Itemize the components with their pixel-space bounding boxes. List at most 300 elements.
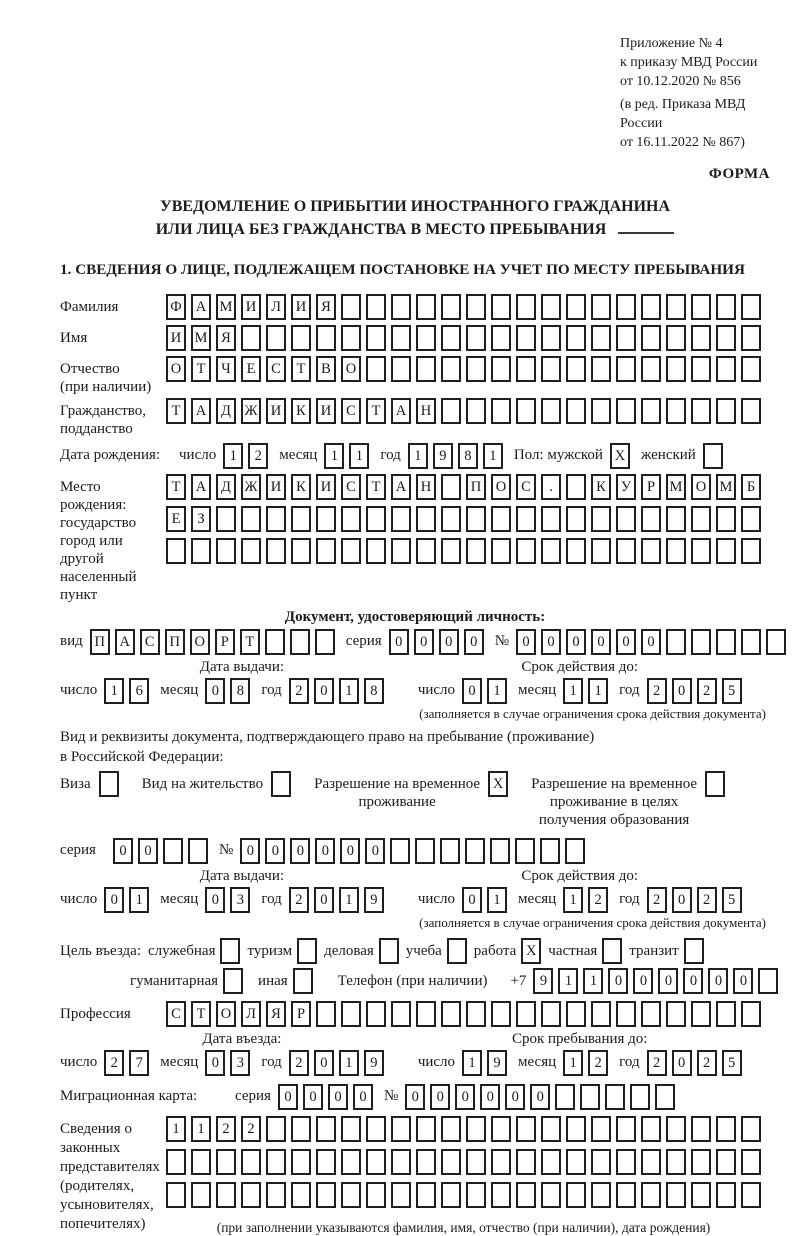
birthplace-input-row1[interactable] xyxy=(166,474,761,500)
cell[interactable]: С xyxy=(516,474,536,500)
purpose-tourism-checkbox[interactable] xyxy=(297,938,317,964)
cell[interactable] xyxy=(555,1084,575,1110)
cell[interactable]: 0 xyxy=(480,1084,500,1110)
cell[interactable] xyxy=(716,294,736,320)
cell[interactable]: Т xyxy=(166,398,186,424)
cell[interactable]: 0 xyxy=(328,1084,348,1110)
cell[interactable]: 0 xyxy=(733,968,753,994)
cell[interactable] xyxy=(416,294,436,320)
cell[interactable] xyxy=(566,294,586,320)
cell[interactable] xyxy=(541,356,561,382)
entry-year-input[interactable] xyxy=(289,1050,384,1076)
cell[interactable] xyxy=(641,538,661,564)
cell[interactable] xyxy=(515,838,535,864)
cell[interactable] xyxy=(741,1149,761,1175)
cell[interactable]: А xyxy=(191,398,211,424)
cell[interactable] xyxy=(166,1149,186,1175)
stay-year-input[interactable] xyxy=(647,1050,742,1076)
cell[interactable] xyxy=(491,1149,511,1175)
cell[interactable]: И xyxy=(291,294,311,320)
cell[interactable] xyxy=(655,1084,675,1110)
migration-number-input[interactable] xyxy=(405,1084,675,1110)
cell[interactable] xyxy=(341,294,361,320)
cell[interactable]: Д xyxy=(216,398,236,424)
cell[interactable]: П xyxy=(90,629,110,655)
cell[interactable]: 1 xyxy=(487,887,507,913)
cell[interactable]: 0 xyxy=(365,838,385,864)
cell[interactable] xyxy=(591,506,611,532)
cell[interactable] xyxy=(241,1149,261,1175)
cell[interactable]: 1 xyxy=(191,1116,211,1142)
cell[interactable]: М xyxy=(666,474,686,500)
cell[interactable] xyxy=(616,506,636,532)
cell[interactable] xyxy=(666,356,686,382)
cell[interactable] xyxy=(566,1001,586,1027)
cell[interactable] xyxy=(591,398,611,424)
cell[interactable]: 1 xyxy=(563,1050,583,1076)
cell[interactable] xyxy=(391,1116,411,1142)
cell[interactable] xyxy=(491,325,511,351)
cell[interactable] xyxy=(341,1182,361,1208)
cell[interactable] xyxy=(391,325,411,351)
cell[interactable] xyxy=(315,629,335,655)
cell[interactable]: О xyxy=(491,474,511,500)
temp-permit-checkbox[interactable]: X xyxy=(488,771,508,797)
cell[interactable]: 0 xyxy=(290,838,310,864)
cell[interactable]: Ж xyxy=(241,474,261,500)
cell[interactable]: Я xyxy=(316,294,336,320)
cell[interactable]: 1 xyxy=(104,678,124,704)
cell[interactable]: 0 xyxy=(658,968,678,994)
cell[interactable]: И xyxy=(316,474,336,500)
cell[interactable] xyxy=(666,325,686,351)
cell[interactable]: Е xyxy=(166,506,186,532)
representatives-input-row1[interactable] xyxy=(166,1116,761,1142)
entry-day-input[interactable] xyxy=(104,1050,149,1076)
cell[interactable] xyxy=(716,356,736,382)
cell[interactable] xyxy=(641,1182,661,1208)
cell[interactable] xyxy=(266,538,286,564)
cell[interactable] xyxy=(666,506,686,532)
cell[interactable] xyxy=(291,1116,311,1142)
cell[interactable] xyxy=(366,506,386,532)
cell[interactable] xyxy=(566,474,586,500)
cell[interactable]: 9 xyxy=(433,443,453,469)
cell[interactable]: З xyxy=(191,506,211,532)
cell[interactable] xyxy=(691,294,711,320)
cell[interactable]: 2 xyxy=(647,887,667,913)
cell[interactable] xyxy=(616,398,636,424)
cell[interactable] xyxy=(188,838,208,864)
cell[interactable] xyxy=(716,1182,736,1208)
cell[interactable]: И xyxy=(266,474,286,500)
purpose-transit-checkbox[interactable] xyxy=(684,938,704,964)
citizenship-input[interactable] xyxy=(166,398,761,424)
cell[interactable] xyxy=(191,538,211,564)
cell[interactable]: С xyxy=(341,398,361,424)
cell[interactable] xyxy=(466,1149,486,1175)
cell[interactable] xyxy=(466,325,486,351)
cell[interactable] xyxy=(516,398,536,424)
cell[interactable] xyxy=(666,398,686,424)
cell[interactable]: 2 xyxy=(289,1050,309,1076)
cell[interactable] xyxy=(416,1182,436,1208)
permit-issue-month-input[interactable] xyxy=(205,887,250,913)
cell[interactable]: 0 xyxy=(138,838,158,864)
purpose-humanitarian-checkbox[interactable] xyxy=(223,968,243,994)
cell[interactable]: 2 xyxy=(104,1050,124,1076)
cell[interactable]: Я xyxy=(216,325,236,351)
purpose-official-checkbox[interactable] xyxy=(220,938,240,964)
cell[interactable]: У xyxy=(616,474,636,500)
cell[interactable] xyxy=(440,838,460,864)
cell[interactable] xyxy=(716,1001,736,1027)
cell[interactable] xyxy=(540,838,560,864)
cell[interactable]: 1 xyxy=(339,887,359,913)
cell[interactable] xyxy=(641,356,661,382)
cell[interactable] xyxy=(316,1149,336,1175)
cell[interactable] xyxy=(541,506,561,532)
cell[interactable]: М xyxy=(191,325,211,351)
cell[interactable] xyxy=(616,1116,636,1142)
cell[interactable] xyxy=(416,325,436,351)
cell[interactable] xyxy=(191,1149,211,1175)
cell[interactable] xyxy=(316,1182,336,1208)
cell[interactable] xyxy=(591,294,611,320)
surname-input[interactable] xyxy=(166,294,761,320)
cell[interactable]: Н xyxy=(416,398,436,424)
cell[interactable] xyxy=(741,1116,761,1142)
permit-expiry-year-input[interactable] xyxy=(647,887,742,913)
cell[interactable] xyxy=(716,506,736,532)
cell[interactable] xyxy=(316,1116,336,1142)
cell[interactable]: А xyxy=(191,294,211,320)
cell[interactable]: 3 xyxy=(230,887,250,913)
cell[interactable]: 0 xyxy=(430,1084,450,1110)
cell[interactable] xyxy=(541,538,561,564)
cell[interactable]: П xyxy=(165,629,185,655)
cell[interactable]: 2 xyxy=(647,1050,667,1076)
profession-input[interactable] xyxy=(166,1001,761,1027)
cell[interactable] xyxy=(580,1084,600,1110)
purpose-work-checkbox[interactable]: X xyxy=(521,938,541,964)
purpose-other-checkbox[interactable] xyxy=(293,968,313,994)
cell[interactable] xyxy=(741,1182,761,1208)
cell[interactable] xyxy=(466,538,486,564)
permit-expiry-day-input[interactable] xyxy=(462,887,507,913)
cell[interactable]: 1 xyxy=(129,887,149,913)
cell[interactable] xyxy=(491,294,511,320)
cell[interactable]: Т xyxy=(191,356,211,382)
cell[interactable] xyxy=(641,294,661,320)
residence-permit-checkbox[interactable] xyxy=(271,771,291,797)
cell[interactable]: 1 xyxy=(324,443,344,469)
cell[interactable] xyxy=(216,538,236,564)
patronymic-input[interactable] xyxy=(166,356,761,382)
cell[interactable]: 0 xyxy=(205,1050,225,1076)
cell[interactable] xyxy=(490,838,510,864)
cell[interactable] xyxy=(366,1001,386,1027)
cell[interactable] xyxy=(691,356,711,382)
cell[interactable] xyxy=(616,538,636,564)
cell[interactable]: 0 xyxy=(530,1084,550,1110)
visa-checkbox[interactable] xyxy=(99,771,119,797)
cell[interactable] xyxy=(416,356,436,382)
cell[interactable] xyxy=(666,1116,686,1142)
cell[interactable]: Р xyxy=(641,474,661,500)
cell[interactable] xyxy=(641,506,661,532)
cell[interactable] xyxy=(541,398,561,424)
cell[interactable] xyxy=(291,1182,311,1208)
cell[interactable] xyxy=(216,1182,236,1208)
birthplace-input-row2[interactable] xyxy=(166,506,761,532)
cell[interactable]: 3 xyxy=(230,1050,250,1076)
cell[interactable] xyxy=(516,1116,536,1142)
cell[interactable]: П xyxy=(466,474,486,500)
cell[interactable] xyxy=(241,538,261,564)
cell[interactable] xyxy=(415,838,435,864)
purpose-private-checkbox[interactable] xyxy=(602,938,622,964)
cell[interactable] xyxy=(541,325,561,351)
cell[interactable] xyxy=(466,294,486,320)
cell[interactable] xyxy=(641,325,661,351)
cell[interactable] xyxy=(265,629,285,655)
cell[interactable] xyxy=(566,398,586,424)
cell[interactable] xyxy=(341,506,361,532)
cell[interactable] xyxy=(465,838,485,864)
cell[interactable]: 0 xyxy=(303,1084,323,1110)
cell[interactable] xyxy=(566,506,586,532)
cell[interactable] xyxy=(491,538,511,564)
cell[interactable]: 5 xyxy=(722,887,742,913)
cell[interactable] xyxy=(163,838,183,864)
phone-input[interactable] xyxy=(533,968,778,994)
cell[interactable]: 0 xyxy=(708,968,728,994)
cell[interactable] xyxy=(291,325,311,351)
cell[interactable]: 0 xyxy=(240,838,260,864)
cell[interactable] xyxy=(441,538,461,564)
cell[interactable] xyxy=(416,1116,436,1142)
expiry-year-input[interactable] xyxy=(647,678,742,704)
cell[interactable]: 0 xyxy=(541,629,561,655)
cell[interactable] xyxy=(266,506,286,532)
cell[interactable] xyxy=(441,1001,461,1027)
cell[interactable] xyxy=(541,1116,561,1142)
cell[interactable]: С xyxy=(266,356,286,382)
cell[interactable]: 8 xyxy=(230,678,250,704)
cell[interactable] xyxy=(691,398,711,424)
cell[interactable]: О xyxy=(341,356,361,382)
cell[interactable]: 0 xyxy=(278,1084,298,1110)
cell[interactable] xyxy=(166,1182,186,1208)
cell[interactable]: 9 xyxy=(364,1050,384,1076)
cell[interactable]: 0 xyxy=(462,887,482,913)
cell[interactable] xyxy=(441,294,461,320)
cell[interactable]: 1 xyxy=(339,1050,359,1076)
cell[interactable]: 5 xyxy=(722,1050,742,1076)
cell[interactable]: Е xyxy=(241,356,261,382)
cell[interactable]: 9 xyxy=(364,887,384,913)
cell[interactable] xyxy=(516,294,536,320)
birth-month-input[interactable] xyxy=(324,443,369,469)
cell[interactable] xyxy=(741,1001,761,1027)
cell[interactable]: 0 xyxy=(405,1084,425,1110)
cell[interactable] xyxy=(441,356,461,382)
cell[interactable] xyxy=(391,294,411,320)
cell[interactable]: 2 xyxy=(248,443,268,469)
cell[interactable]: 1 xyxy=(487,678,507,704)
birth-year-input[interactable] xyxy=(408,443,503,469)
cell[interactable] xyxy=(291,538,311,564)
cell[interactable] xyxy=(591,538,611,564)
cell[interactable]: 2 xyxy=(697,678,717,704)
cell[interactable] xyxy=(691,538,711,564)
cell[interactable] xyxy=(191,1182,211,1208)
cell[interactable]: 1 xyxy=(483,443,503,469)
cell[interactable]: 0 xyxy=(353,1084,373,1110)
cell[interactable]: С xyxy=(166,1001,186,1027)
cell[interactable]: И xyxy=(241,294,261,320)
cell[interactable] xyxy=(491,1182,511,1208)
cell[interactable]: И xyxy=(266,398,286,424)
cell[interactable]: 7 xyxy=(129,1050,149,1076)
cell[interactable] xyxy=(316,538,336,564)
cell[interactable]: 1 xyxy=(408,443,428,469)
cell[interactable] xyxy=(541,1149,561,1175)
cell[interactable] xyxy=(716,629,736,655)
cell[interactable] xyxy=(641,398,661,424)
cell[interactable] xyxy=(516,1182,536,1208)
cell[interactable] xyxy=(566,356,586,382)
cell[interactable] xyxy=(341,538,361,564)
cell[interactable]: 0 xyxy=(315,838,335,864)
permit-expiry-month-input[interactable] xyxy=(563,887,608,913)
cell[interactable] xyxy=(216,506,236,532)
cell[interactable] xyxy=(441,398,461,424)
firstname-input[interactable] xyxy=(166,325,761,351)
cell[interactable] xyxy=(565,838,585,864)
cell[interactable] xyxy=(766,629,786,655)
cell[interactable] xyxy=(641,1116,661,1142)
cell[interactable]: 0 xyxy=(464,629,484,655)
cell[interactable]: А xyxy=(391,398,411,424)
stay-day-input[interactable] xyxy=(462,1050,507,1076)
cell[interactable]: 1 xyxy=(462,1050,482,1076)
cell[interactable] xyxy=(391,1001,411,1027)
cell[interactable]: 0 xyxy=(591,629,611,655)
cell[interactable] xyxy=(666,1001,686,1027)
cell[interactable] xyxy=(316,325,336,351)
cell[interactable] xyxy=(641,1001,661,1027)
cell[interactable] xyxy=(541,1182,561,1208)
cell[interactable] xyxy=(416,1001,436,1027)
issue-day-input[interactable] xyxy=(104,678,149,704)
cell[interactable] xyxy=(366,538,386,564)
cell[interactable] xyxy=(366,325,386,351)
doc-kind-input[interactable] xyxy=(90,629,335,655)
permit-issue-year-input[interactable] xyxy=(289,887,384,913)
cell[interactable]: 2 xyxy=(241,1116,261,1142)
purpose-study-checkbox[interactable] xyxy=(447,938,467,964)
cell[interactable]: 1 xyxy=(583,968,603,994)
cell[interactable] xyxy=(591,1182,611,1208)
cell[interactable]: 8 xyxy=(364,678,384,704)
cell[interactable]: К xyxy=(591,474,611,500)
cell[interactable] xyxy=(616,1001,636,1027)
cell[interactable] xyxy=(491,356,511,382)
cell[interactable] xyxy=(516,325,536,351)
cell[interactable]: 0 xyxy=(439,629,459,655)
cell[interactable] xyxy=(541,1001,561,1027)
cell[interactable]: Т xyxy=(291,356,311,382)
cell[interactable] xyxy=(441,1116,461,1142)
cell[interactable]: 0 xyxy=(633,968,653,994)
cell[interactable] xyxy=(666,538,686,564)
cell[interactable] xyxy=(591,1149,611,1175)
cell[interactable] xyxy=(566,1116,586,1142)
cell[interactable] xyxy=(566,1182,586,1208)
cell[interactable] xyxy=(566,1149,586,1175)
cell[interactable]: 2 xyxy=(697,1050,717,1076)
cell[interactable] xyxy=(616,294,636,320)
cell[interactable] xyxy=(391,1182,411,1208)
cell[interactable]: Р xyxy=(215,629,235,655)
cell[interactable]: 0 xyxy=(104,887,124,913)
cell[interactable] xyxy=(441,325,461,351)
cell[interactable] xyxy=(466,506,486,532)
permit-number-input[interactable] xyxy=(240,838,585,864)
cell[interactable]: 0 xyxy=(505,1084,525,1110)
cell[interactable] xyxy=(266,325,286,351)
cell[interactable] xyxy=(591,1001,611,1027)
cell[interactable]: 2 xyxy=(216,1116,236,1142)
cell[interactable] xyxy=(316,506,336,532)
cell[interactable] xyxy=(466,1001,486,1027)
cell[interactable] xyxy=(691,629,711,655)
cell[interactable]: А xyxy=(191,474,211,500)
cell[interactable]: 0 xyxy=(566,629,586,655)
cell[interactable] xyxy=(366,1149,386,1175)
sex-female-checkbox[interactable] xyxy=(703,443,723,469)
cell[interactable]: 0 xyxy=(389,629,409,655)
cell[interactable]: Т xyxy=(191,1001,211,1027)
cell[interactable]: 2 xyxy=(289,678,309,704)
doc-series-input[interactable] xyxy=(389,629,484,655)
cell[interactable]: Б xyxy=(741,474,761,500)
cell[interactable] xyxy=(166,538,186,564)
cell[interactable] xyxy=(416,538,436,564)
cell[interactable]: Р xyxy=(291,1001,311,1027)
cell[interactable]: 0 xyxy=(672,1050,692,1076)
cell[interactable]: 0 xyxy=(641,629,661,655)
cell[interactable] xyxy=(741,398,761,424)
cell[interactable]: 0 xyxy=(265,838,285,864)
cell[interactable] xyxy=(741,325,761,351)
cell[interactable]: 1 xyxy=(166,1116,186,1142)
cell[interactable] xyxy=(291,1149,311,1175)
cell[interactable] xyxy=(630,1084,650,1110)
cell[interactable] xyxy=(616,356,636,382)
cell[interactable] xyxy=(291,506,311,532)
cell[interactable] xyxy=(641,1149,661,1175)
cell[interactable] xyxy=(491,506,511,532)
cell[interactable]: 0 xyxy=(314,887,334,913)
cell[interactable] xyxy=(516,356,536,382)
birth-day-input[interactable] xyxy=(223,443,268,469)
cell[interactable] xyxy=(716,398,736,424)
cell[interactable]: 0 xyxy=(672,887,692,913)
cell[interactable] xyxy=(466,398,486,424)
